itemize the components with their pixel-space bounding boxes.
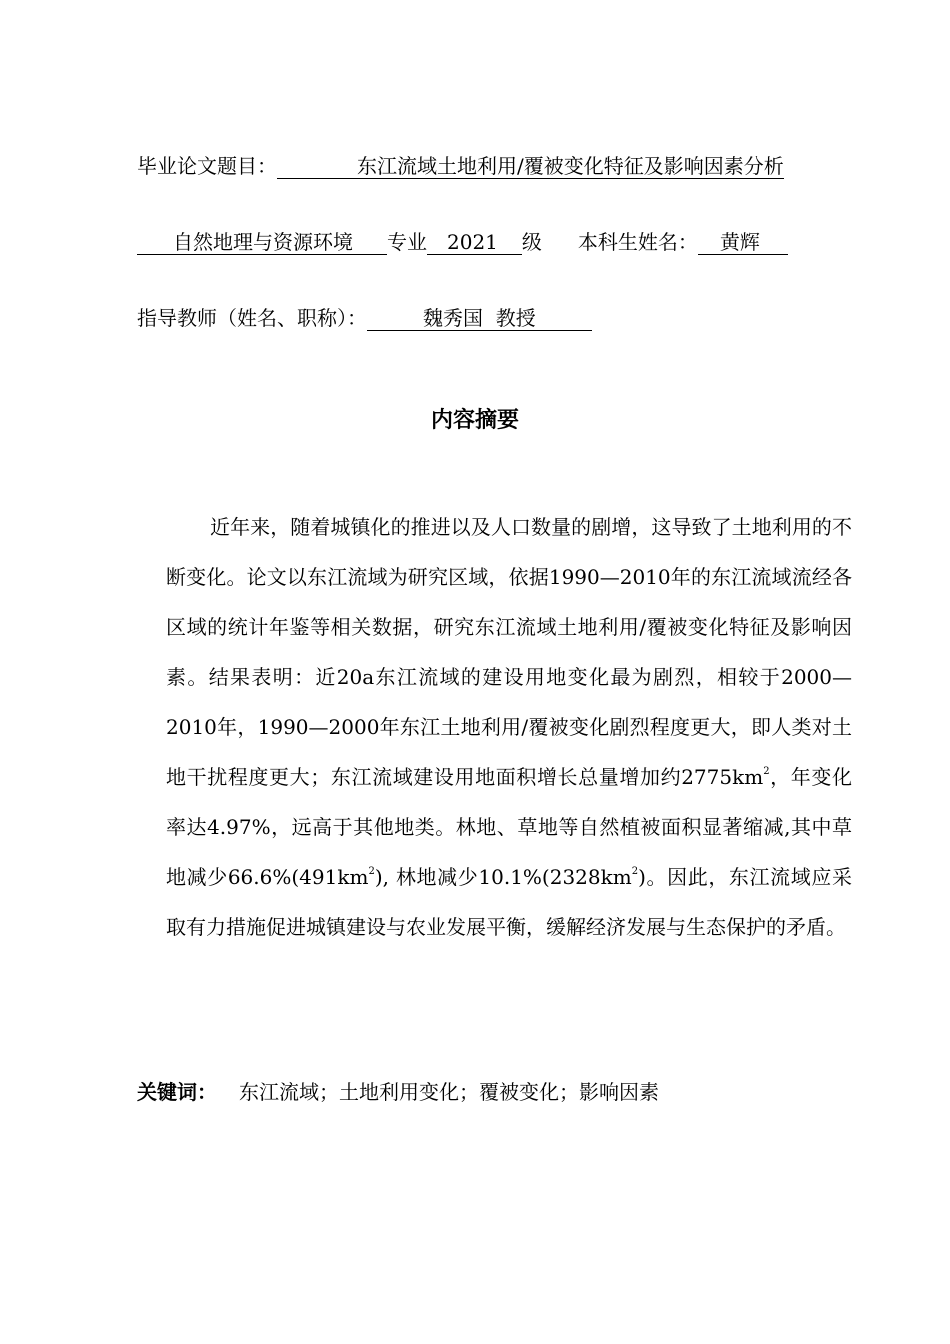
- abstract-paragraph: [166, 502, 852, 952]
- thesis-title-line: [137, 152, 784, 180]
- superscript-3: 2: [631, 866, 639, 878]
- advisor-value: [367, 306, 592, 331]
- abstract-text-3: ), 林地减少10.1%(2328km: [374, 865, 632, 889]
- keywords-value: 东江流域；土地利用变化；覆被变化；影响因素: [239, 1080, 659, 1104]
- advisor-line: [137, 304, 592, 332]
- major-value: [137, 230, 387, 255]
- thesis-title-text: 东江流域土地利用/覆被变化特征及影响因素分析: [357, 154, 784, 178]
- keywords-line: [137, 1078, 659, 1106]
- abstract-text-1: 近年来，随着城镇化的推进以及人口数量的剧增，这导致了土地利用的不断变化。论文以东江流域为研究区域，依据1990—2010年的东江流域流经各区域的统计年鉴等相关数据，研究东江流域土地利用/覆被变化特征及影响因素。结果表明：近20a东江流域的建设用地变化最为剧烈，相较于2000—2010年，1990—2000年东江土地利用/覆被变化剧烈程度更大，即人类对土地干扰程度更大；东江流域建设用地面积增长总量增加约2775km: [166, 515, 852, 789]
- major-text: 自然地理与资源环境: [173, 230, 353, 254]
- abstract-text-4: )。因此，东江流域应采取有力措施促进城镇建设与农业发展平衡，缓解经济发展与生态保护的矛盾。: [166, 865, 852, 939]
- major-label: 专业: [387, 230, 427, 254]
- grade-text: 2021: [447, 230, 498, 254]
- student-label: 本科生姓名：: [577, 230, 698, 254]
- thesis-title-label: 毕业论文题目：: [137, 154, 277, 178]
- abstract-body: [166, 502, 852, 952]
- abstract-heading: 内容摘要: [430, 408, 519, 433]
- keywords-label: 关键词：: [137, 1080, 217, 1104]
- grade-value: [427, 230, 522, 255]
- superscript-2: 2: [368, 866, 375, 878]
- student-name-value: [698, 230, 788, 255]
- student-name-text: 黄辉: [719, 230, 760, 254]
- advisor-text: 魏秀国 教授: [423, 306, 536, 330]
- grade-label: 级: [521, 230, 542, 254]
- superscript-1: 2: [763, 766, 770, 778]
- thesis-title-value: [277, 154, 784, 179]
- student-info-line: [137, 228, 788, 256]
- advisor-label: 指导教师（姓名、职称）：: [137, 306, 367, 330]
- abstract-text-2: ，年变化率达4.97%，远高于其他地类。林地、草地等自然植被面积显著缩减,其中草地减少66.6%(491km: [166, 765, 853, 889]
